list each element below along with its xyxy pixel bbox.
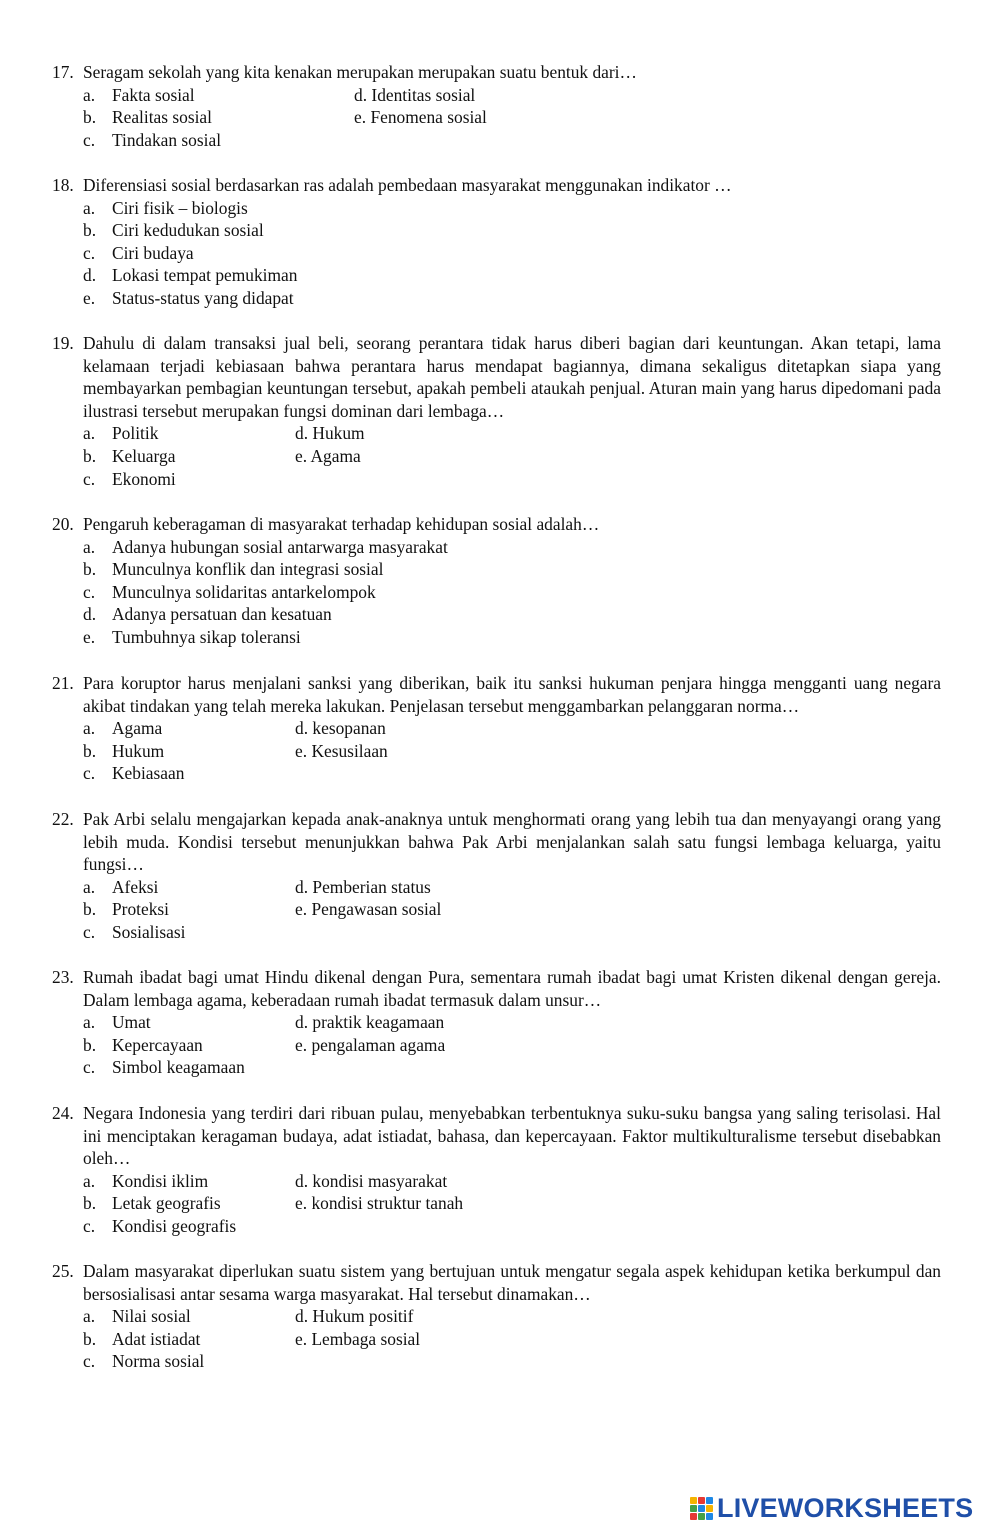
option-letter: a.	[83, 84, 96, 105]
option-a[interactable]	[83, 1170, 208, 1193]
option-letter: d.	[83, 265, 97, 286]
option-e[interactable]	[83, 287, 294, 310]
option-letter: a.	[83, 423, 96, 444]
option-c[interactable]	[83, 1350, 204, 1373]
option-letter: b.	[83, 740, 97, 761]
question-text: Negara Indonesia yang terdiri dari ribuan pulau, menyebabkan terbentuknya suku-suku bangsa yang saling terisolasi. Hal ini menciptakan keragaman budaya, adat istiadat, bahasa, dan kepercayaan. Faktor multikulturalisme tersebut disebabkan oleh…	[83, 1103, 941, 1169]
option-letter: b.	[83, 559, 97, 580]
question-text: Dahulu di dalam transaksi jual beli, seorang perantara tidak harus diberi bagian dari keuntungan. Akan tetapi, lama kelamaan terjadi kebiasaan bahwa perantara harus mendapat bagiannya, dimana sekaligus ditetapkan siapa yang membayarkan pembagian keuntungan tersebut, apakah pembeli ataukah penjual. Aturan main yang harus dipedomani pada ilustrasi tersebut merupakan fungsi dominan dari lembaga…	[83, 333, 941, 421]
option-text: Tumbuhnya sikap toleransi	[112, 627, 301, 647]
liveworksheets-watermark[interactable]	[690, 1492, 973, 1524]
option-text: Nilai sosial	[112, 1306, 191, 1327]
option-text: Hukum	[312, 423, 365, 444]
option-text: Status-status yang didapat	[112, 288, 294, 308]
option-text: Politik	[112, 423, 159, 444]
option-text: Munculnya solidaritas antarkelompok	[112, 581, 376, 602]
option-letter: a.	[83, 1012, 96, 1033]
option-a[interactable]	[83, 717, 162, 740]
option-letter: c.	[83, 129, 96, 150]
option-text: Ekonomi	[112, 468, 176, 489]
option-c[interactable]	[83, 1056, 245, 1079]
question-text: Dalam masyarakat diperlukan suatu sistem yang bertujuan untuk mengatur segala aspek kehidupan ketika berkumpul dan bersosialisasi antar sesama warga masyarakat. Hal tersebut dinamakan…	[83, 1261, 941, 1304]
option-letter: b.	[83, 1328, 97, 1349]
option-letter: c.	[83, 1216, 96, 1236]
option-letter: e.	[354, 107, 367, 128]
option-text: pengalaman agama	[311, 1034, 446, 1055]
option-a[interactable]	[83, 422, 158, 445]
option-letter: d.	[295, 423, 309, 444]
option-letter: b.	[83, 1034, 97, 1055]
option-c[interactable]	[83, 242, 194, 265]
question-text: Para koruptor harus menjalani sanksi yang diberikan, baik itu sanksi hukuman penjara hingga mengganti uang negara akibat tindakan yang telah mereka lakukan. Penjelasan tersebut menggambarkan pelanggaran norma…	[83, 673, 941, 716]
option-letter: e.	[295, 740, 308, 761]
option-text: Proteksi	[112, 899, 170, 920]
option-letter: b.	[83, 107, 97, 128]
option-text: Adanya persatuan dan kesatuan	[112, 604, 332, 625]
option-text: Umat	[112, 1012, 151, 1033]
option-text: Sosialisasi	[112, 922, 186, 942]
option-letter: c.	[83, 581, 96, 602]
option-text: Agama	[310, 446, 361, 466]
option-text: Kesusilaan	[311, 740, 388, 761]
logo-square	[706, 1513, 713, 1520]
option-e[interactable]	[295, 445, 361, 468]
question-18	[52, 174, 941, 308]
option-e[interactable]	[354, 106, 487, 129]
question-24	[52, 1102, 941, 1236]
option-text: Pemberian status	[312, 876, 431, 897]
option-text: Ciri budaya	[112, 242, 194, 263]
option-c[interactable]	[83, 468, 176, 491]
option-a[interactable]	[83, 84, 195, 107]
option-text: Adat istiadat	[112, 1328, 201, 1349]
option-e[interactable]	[295, 1034, 445, 1057]
option-letter: d.	[295, 1012, 309, 1033]
option-b[interactable]	[83, 1034, 203, 1057]
option-text: Ciri fisik – biologis	[112, 197, 248, 218]
option-d[interactable]	[83, 603, 332, 626]
option-a[interactable]	[83, 1305, 191, 1328]
option-text: Kondisi geografis	[112, 1216, 237, 1236]
option-text: Munculnya konflik dan integrasi sosial	[112, 559, 384, 580]
option-text: kondisi masyarakat	[312, 1170, 448, 1191]
option-letter: c.	[83, 1351, 96, 1372]
option-e[interactable]	[295, 740, 388, 763]
option-text: praktik keagamaan	[312, 1012, 445, 1033]
option-letter: a.	[83, 1306, 96, 1327]
option-letter: e.	[295, 1193, 308, 1214]
option-letter: b.	[83, 220, 97, 241]
option-letter: d.	[295, 1306, 309, 1327]
question-text: Rumah ibadat bagi umat Hindu dikenal dengan Pura, sementara rumah ibadat bagi umat Kristen dikenal dengan gereja. Dalam lembaga agama, keberadaan rumah ibadat termasuk dalam unsur…	[83, 967, 941, 1010]
option-text: Norma sosial	[112, 1351, 205, 1372]
question-22	[52, 808, 941, 942]
option-text: Kebiasaan	[112, 763, 185, 784]
option-text: Keluarga	[112, 446, 176, 466]
option-text: Tindakan sosial	[112, 129, 222, 150]
option-text: Afeksi	[112, 876, 159, 897]
question-text: Diferensiasi sosial berdasarkan ras adalah pembedaan masyarakat menggunakan indikator …	[83, 175, 732, 195]
option-text: Hukum positif	[312, 1306, 414, 1327]
option-letter: a.	[83, 197, 96, 218]
watermark-text: LIVEWORKSHEETS	[717, 1492, 974, 1523]
option-text: Fakta sosial	[112, 84, 195, 105]
logo-square	[698, 1497, 705, 1504]
option-b[interactable]	[83, 106, 212, 129]
logo-square	[690, 1505, 697, 1512]
option-text: Realitas sosial	[112, 107, 212, 128]
option-letter: e.	[295, 446, 308, 466]
option-text: Agama	[112, 718, 163, 739]
option-d[interactable]	[295, 422, 365, 445]
option-letter: a.	[83, 876, 96, 897]
option-b[interactable]	[83, 445, 175, 468]
option-letter: b.	[83, 899, 97, 920]
option-letter: b.	[83, 1193, 97, 1214]
question-number: 17.	[52, 62, 74, 82]
option-b[interactable]	[83, 219, 264, 242]
logo-square	[698, 1513, 705, 1520]
question-number: 20.	[52, 514, 74, 534]
option-letter: e.	[295, 1328, 308, 1349]
logo-square	[690, 1513, 697, 1520]
option-letter: c.	[83, 922, 96, 942]
question-number: 21.	[52, 673, 74, 693]
option-b[interactable]	[83, 1192, 221, 1215]
option-text: kondisi struktur tanah	[311, 1193, 464, 1214]
option-d[interactable]	[295, 1170, 447, 1193]
option-letter: e.	[295, 899, 308, 920]
option-letter: c.	[83, 763, 96, 784]
question-number: 22.	[52, 809, 74, 829]
question-17	[52, 61, 941, 150]
logo-square	[706, 1505, 713, 1512]
option-a[interactable]	[83, 1011, 151, 1034]
logo-square	[698, 1505, 705, 1512]
question-21	[52, 672, 941, 784]
option-letter: e.	[83, 627, 96, 647]
question-20	[52, 513, 941, 647]
logo-square	[706, 1497, 713, 1504]
option-letter: d.	[295, 718, 309, 739]
option-b[interactable]	[83, 740, 164, 763]
option-c[interactable]	[83, 1215, 236, 1238]
option-letter: a.	[83, 1170, 96, 1191]
option-d[interactable]	[295, 1305, 413, 1328]
option-a[interactable]	[83, 197, 248, 220]
option-letter: a.	[83, 718, 96, 739]
question-text: Seragam sekolah yang kita kenakan merupakan merupakan suatu bentuk dari…	[83, 62, 637, 82]
option-d[interactable]	[295, 876, 431, 899]
question-number: 25.	[52, 1261, 74, 1281]
option-text: Adanya hubungan sosial antarwarga masyarakat	[112, 536, 448, 557]
option-d[interactable]	[354, 84, 475, 107]
option-text: Simbol keagamaan	[112, 1057, 245, 1078]
option-e[interactable]	[295, 898, 441, 921]
option-c[interactable]	[83, 129, 221, 152]
option-d[interactable]	[295, 1011, 444, 1034]
option-text: Lokasi tempat pemukiman	[112, 265, 298, 286]
option-e[interactable]	[295, 1192, 463, 1215]
option-text: kesopanan	[312, 718, 386, 739]
option-c[interactable]	[83, 581, 376, 604]
question-text: Pengaruh keberagaman di masyarakat terhadap kehidupan sosial adalah…	[83, 514, 600, 534]
option-letter: e.	[83, 288, 96, 308]
option-text: Identitas sosial	[371, 84, 476, 105]
logo-square	[690, 1497, 697, 1504]
option-text: Pengawasan sosial	[311, 899, 442, 920]
option-letter: a.	[83, 536, 96, 557]
option-letter: c.	[83, 242, 96, 263]
option-e[interactable]	[295, 1328, 420, 1351]
question-19	[52, 332, 941, 489]
question-number: 19.	[52, 333, 74, 353]
question-number: 18.	[52, 175, 74, 195]
option-text: Lembaga sosial	[311, 1328, 421, 1349]
option-letter: c.	[83, 468, 96, 489]
option-text: Kepercayaan	[112, 1034, 203, 1055]
option-letter: d.	[295, 876, 309, 897]
option-d[interactable]	[83, 264, 297, 287]
liveworksheets-logo-icon	[690, 1497, 713, 1520]
option-text: Fenomena sosial	[370, 107, 487, 128]
option-c[interactable]	[83, 762, 184, 785]
option-letter: d.	[295, 1170, 309, 1191]
option-d[interactable]	[295, 717, 386, 740]
option-letter: d.	[354, 84, 368, 105]
option-text: Hukum	[112, 740, 165, 761]
option-text: Kondisi iklim	[112, 1170, 209, 1191]
option-c[interactable]	[83, 921, 185, 944]
question-text: Pak Arbi selalu mengajarkan kepada anak-anaknya untuk menghormati orang yang lebih tua dan menyayangi orang yang lebih muda. Kondisi tersebut menunjukkan bahwa Pak Arbi menjalankan salah satu fungsi lembaga keluarga, yaitu fungsi…	[83, 809, 941, 875]
option-a[interactable]	[83, 876, 158, 899]
option-text: Ciri kedudukan sosial	[112, 220, 264, 241]
option-a[interactable]	[83, 536, 448, 559]
option-e[interactable]	[83, 626, 301, 649]
question-number: 23.	[52, 967, 74, 987]
question-25	[52, 1260, 941, 1372]
option-b[interactable]	[83, 898, 169, 921]
question-23	[52, 966, 941, 1078]
option-text: Letak geografis	[112, 1193, 221, 1214]
option-b[interactable]	[83, 558, 383, 581]
question-number: 24.	[52, 1103, 74, 1123]
option-letter: c.	[83, 1057, 96, 1078]
option-letter: b.	[83, 446, 97, 466]
option-b[interactable]	[83, 1328, 200, 1351]
option-letter: e.	[295, 1034, 308, 1055]
option-letter: d.	[83, 604, 97, 625]
